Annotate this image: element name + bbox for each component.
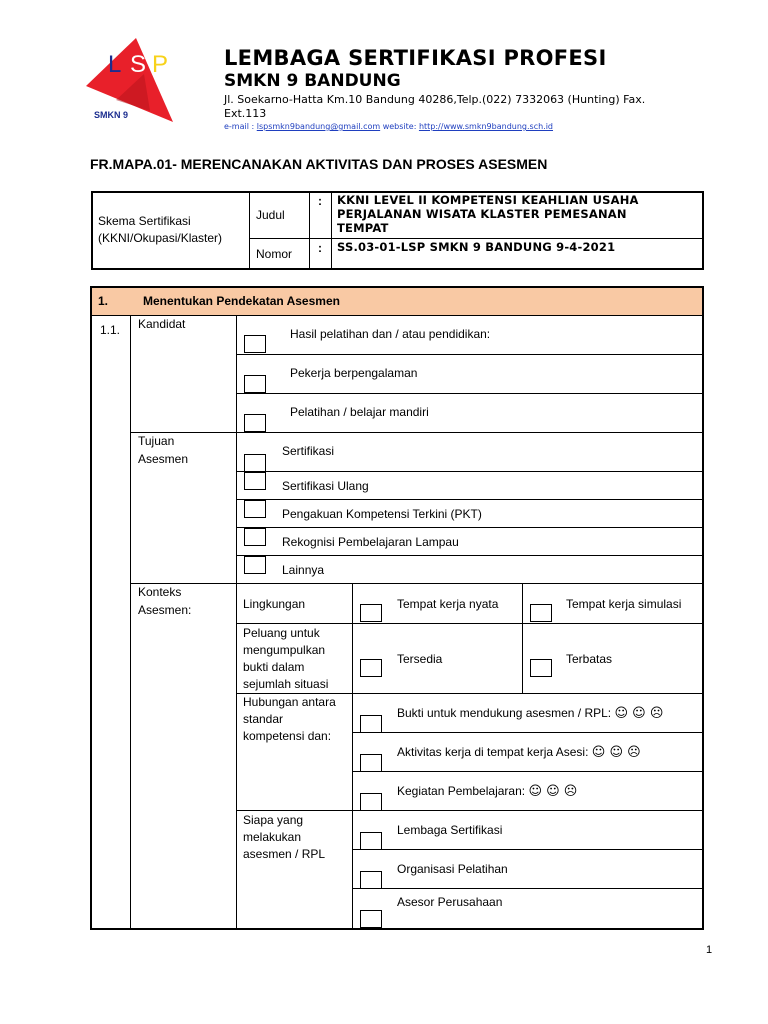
scheme-label-sub: (KKNI/Okupasi/Klaster) xyxy=(98,231,223,245)
rating-faces-icon: ☺ ☺ ☹ xyxy=(614,706,664,721)
kandidat-checkbox-pekerja[interactable] xyxy=(244,375,266,393)
siapa-checkbox-organisasi[interactable] xyxy=(360,871,382,889)
siapa-option-lembaga: Lembaga Sertifikasi xyxy=(397,823,503,837)
logo-letter-l: L xyxy=(108,51,122,78)
siapa-label-3: asesmen / RPL xyxy=(243,847,326,861)
svg-text:P: P xyxy=(152,51,169,78)
hubungan-option-aktivitas: Aktivitas kerja di tempat kerja Asesi: ☺ ☺ ☹ xyxy=(397,745,641,760)
form-title: FR.MAPA.01- MERENCANAKAN AKTIVITAS DAN PROSES ASESMEN xyxy=(90,156,548,172)
hubungan-checkbox-aktivitas[interactable] xyxy=(360,754,382,772)
nomor-value: SS.03-01-LSP SMKN 9 BANDUNG 9-4-2021 xyxy=(337,240,616,254)
tujuan-checkbox-pkt[interactable] xyxy=(244,500,266,518)
tujuan-label: Tujuan xyxy=(138,434,175,448)
hubungan-option-kegiatan: Kegiatan Pembelajaran: ☺ ☺ ☹ xyxy=(397,784,578,799)
siapa-checkbox-asesor[interactable] xyxy=(360,910,382,928)
peluang-label-2: mengumpulkan xyxy=(243,643,326,657)
lingkungan-checkbox-nyata[interactable] xyxy=(360,604,382,622)
institution-title: LEMBAGA SERTIFIKASI PROFESI xyxy=(224,46,607,70)
kandidat-label: Kandidat xyxy=(138,317,186,331)
rating-faces-icon: ☺ ☺ ☹ xyxy=(591,745,641,760)
tujuan-checkbox-ulang[interactable] xyxy=(244,472,266,490)
contact-line: e-mail : lspsmkn9bandung@gmail.com website: http://www.smkn9bandung.sch.id xyxy=(224,122,554,131)
siapa-checkbox-lembaga[interactable] xyxy=(360,832,382,850)
tujuan-option-ulang: Sertifikasi Ulang xyxy=(282,479,369,493)
tujuan-option-lainnya: Lainnya xyxy=(282,563,325,577)
judul-label: Judul xyxy=(256,208,285,222)
peluang-checkbox-tersedia[interactable] xyxy=(360,659,382,677)
lingkungan-checkbox-simulasi[interactable] xyxy=(530,604,552,622)
kandidat-checkbox-pelatihan[interactable] xyxy=(244,414,266,432)
peluang-checkbox-terbatas[interactable] xyxy=(530,659,552,677)
siapa-label-1: Siapa yang xyxy=(243,813,304,827)
judul-value-line3: TEMPAT xyxy=(337,221,389,235)
peluang-label-1: Peluang untuk xyxy=(243,626,320,640)
judul-colon: : xyxy=(318,194,322,208)
section-number: 1. xyxy=(98,294,109,308)
lingkungan-option-simulasi: Tempat kerja simulasi xyxy=(566,597,682,611)
tujuan-option-pkt: Pengakuan Kompetensi Terkini (PKT) xyxy=(282,507,482,521)
tujuan-label-sub: Asesmen xyxy=(138,452,189,466)
konteks-label: Konteks xyxy=(138,585,182,599)
svg-text:S: S xyxy=(130,51,147,78)
konteks-label-sub: Asesmen: xyxy=(138,603,192,617)
nomor-colon: : xyxy=(318,241,322,255)
rating-faces-icon: ☺ ☺ ☹ xyxy=(528,784,578,799)
nomor-label: Nomor xyxy=(256,247,293,261)
judul-value-line1: KKNI LEVEL II KOMPETENSI KEAHLIAN USAHA xyxy=(337,193,639,207)
hubungan-label-3: kompetensi dan: xyxy=(243,729,332,743)
peluang-option-terbatas: Terbatas xyxy=(566,652,613,666)
peluang-label-4: sejumlah situasi xyxy=(243,677,329,691)
email-link[interactable]: lspsmkn9bandung@gmail.com xyxy=(256,122,381,131)
lingkungan-option-nyata: Tempat kerja nyata xyxy=(397,597,499,611)
tujuan-checkbox-lainnya[interactable] xyxy=(244,556,266,574)
website-link[interactable]: http://www.smkn9bandung.sch.id xyxy=(418,122,554,131)
tujuan-checkbox-sertifikasi[interactable] xyxy=(244,454,266,472)
kandidat-option-hasil: Hasil pelatihan dan / atau pendidikan: xyxy=(290,327,491,341)
institution-subtitle: SMKN 9 BANDUNG xyxy=(224,71,401,91)
lingkungan-label: Lingkungan xyxy=(243,597,306,611)
peluang-option-tersedia: Tersedia xyxy=(397,652,443,666)
hubungan-label-1: Hubungan antara xyxy=(243,695,336,709)
hubungan-checkbox-kegiatan[interactable] xyxy=(360,793,382,811)
hubungan-checkbox-bukti[interactable] xyxy=(360,715,382,733)
siapa-label-2: melakukan xyxy=(243,830,302,844)
section-title: Menentukan Pendekatan Asesmen xyxy=(143,294,340,308)
tujuan-checkbox-rpl[interactable] xyxy=(244,528,266,546)
siapa-option-organisasi: Organisasi Pelatihan xyxy=(397,862,508,876)
scheme-label: Skema Sertifikasi xyxy=(98,214,191,228)
kandidat-checkbox-hasil[interactable] xyxy=(244,335,266,353)
sub-section-number: 1.1. xyxy=(100,323,121,337)
hubungan-option-bukti: Bukti untuk mendukung asesmen / RPL: ☺ ☺ ☹ xyxy=(397,706,664,721)
kandidat-option-pekerja: Pekerja berpengalaman xyxy=(290,366,418,380)
peluang-label-3: bukti dalam xyxy=(243,660,305,674)
tujuan-option-sertifikasi: Sertifikasi xyxy=(282,444,335,458)
tujuan-option-rpl: Rekognisi Pembelajaran Lampau xyxy=(282,535,459,549)
logo-subtext: SMKN 9 xyxy=(94,110,129,120)
lsp-logo xyxy=(78,36,188,126)
page-number: 1 xyxy=(706,944,713,956)
hubungan-label-2: standar xyxy=(243,712,284,726)
judul-value-line2: PERJALANAN WISATA KLASTER PEMESANAN xyxy=(337,207,627,221)
kandidat-option-pelatihan: Pelatihan / belajar mandiri xyxy=(290,405,429,419)
institution-address: Jl. Soekarno-Hatta Km.10 Bandung 40286,Telp.(022) 7332063 (Hunting) Fax. Ext.113 xyxy=(224,93,646,120)
siapa-option-asesor: Asesor Perusahaan xyxy=(397,895,503,909)
